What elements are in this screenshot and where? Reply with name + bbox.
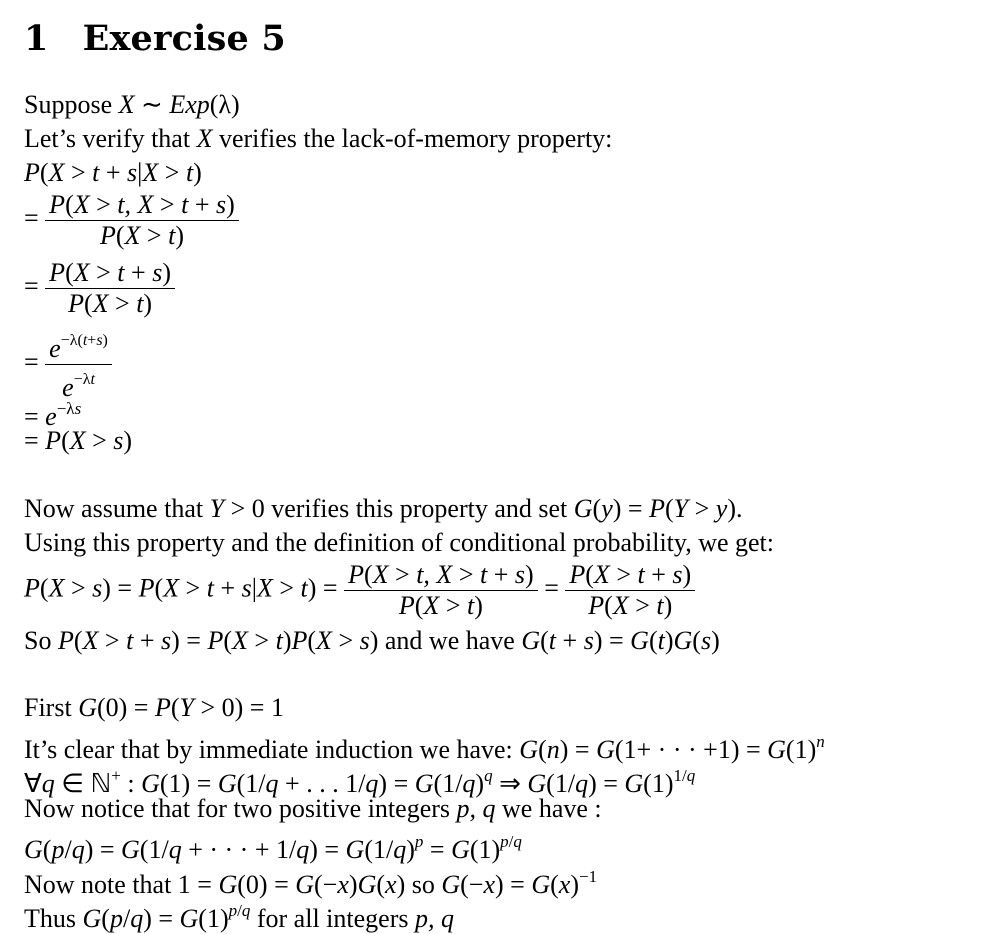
fraction: $\frac{P(X > t + s)}{P(X > t)}$ (45, 258, 175, 319)
section-heading (24, 18, 286, 59)
math-line: P(X > t + s|X > t) (24, 158, 202, 187)
math-line: = $\frac{e^{-\lambda(t+s)}}{e^{-\lambda t}}$ (24, 326, 112, 403)
text-line: Thus $G(p/q) = G(1)^{p/q}$ for all integers p, q (24, 901, 454, 933)
text-line: It’s clear that by immediate induction we have: G(n) = G(1+ · · · $+1) = G(1)^n$ (24, 732, 825, 764)
section-title: Exercise 5 (82, 18, 286, 59)
fraction: $\frac{P(X > t + s)}{P(X > t)}$ (565, 560, 695, 621)
text-line: Now notice that for two positive integers p, q we have : (24, 794, 602, 823)
text-line: Suppose X ∼ Exp(λ) (24, 90, 240, 119)
math-line: G(p/q) = G(1/q + · · · + $1/q) = G(1/q)^p = G(1)^{p/q}$ (24, 832, 522, 864)
math-line: P(X > s) = P(X > t + s|X > t) = $\frac{P(X > t, X > t + s)}{P(X > t)}$ = $\frac{P(X > t + s)}{P(X > t)}$ (24, 560, 695, 621)
fraction: $\frac{e^{-\lambda(t+s)}}{e^{-\lambda t}}$ (45, 326, 112, 403)
text-line: Let’s verify that X verifies the lack-of-memory property: (24, 124, 613, 153)
math-line: ∀q ∈ ℕ+ : G(1) = G(1/q + . . . $1/q) = G(1/q)^q$ ⇒ $G(1/q) = G(1)^{1/q}$ (24, 766, 696, 798)
text-line: So P(X > t + s) = P(X > t)P(X > s) and we have G(t + s) = G(t)G(s) (24, 626, 720, 655)
fraction: $\frac{P(X > t, X > t + s)}{P(X > t)}$ (45, 190, 239, 251)
math-line: = $e^{-\lambda s}$ (24, 399, 82, 431)
text-line: Using this property and the definition of conditional probability, we get: (24, 528, 775, 557)
text-line: Now note that 1 = G(0) = G(−x)G(x) so $G(-x) = G(x)^{-1}$ (24, 867, 598, 899)
text-line: First G(0) = P(Y > 0) = 1 (24, 693, 284, 722)
math-line: = $\frac{P(X > t + s)}{P(X > t)}$ (24, 258, 175, 319)
fraction: $\frac{P(X > t, X > t + s)}{P(X > t)}$ (344, 560, 538, 621)
math-line: = P(X > s) (24, 426, 133, 455)
section-number: 1 (24, 18, 49, 59)
text-line: Now assume that Y > 0 verifies this property and set G(y) = P(Y > y). (24, 494, 743, 523)
math-line: = $\frac{P(X > t, X > t + s)}{P(X > t)}$ (24, 190, 239, 251)
